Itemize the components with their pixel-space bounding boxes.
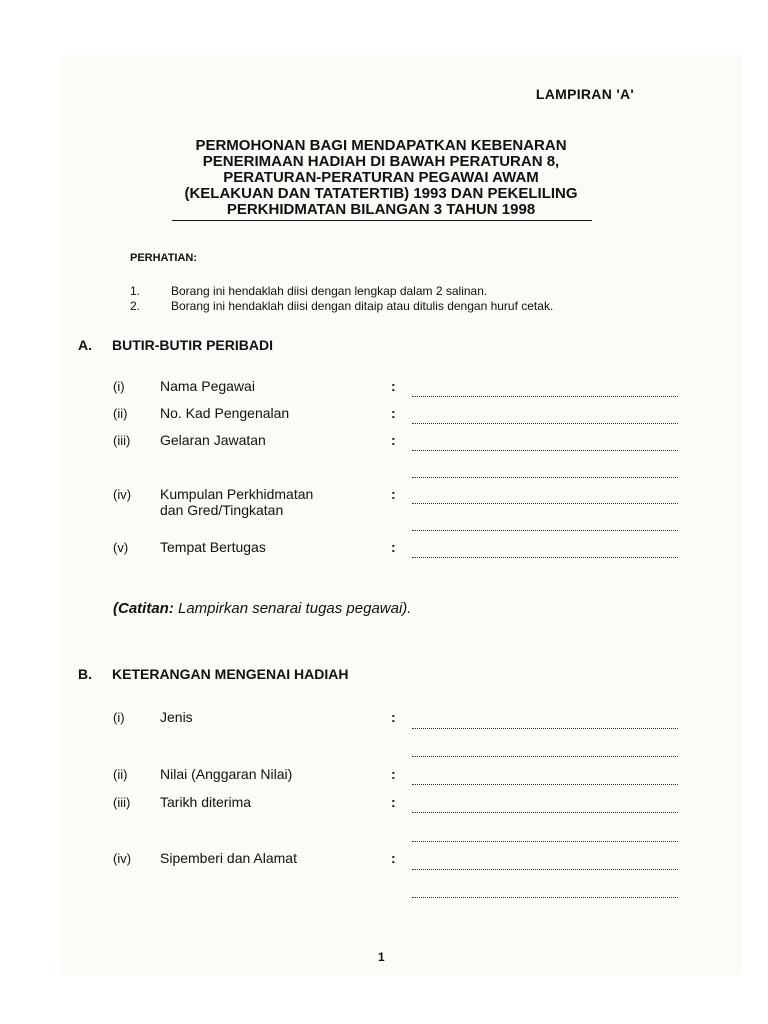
field-label-tarikh-diterima: Tarikh diterima	[160, 794, 252, 810]
field-label-kumpulan-perkhidmatan: Kumpulan Perkhidmatan	[160, 486, 314, 502]
field-number: (i)	[113, 710, 125, 725]
field-colon: :	[391, 850, 396, 866]
field-label-jenis: Jenis	[160, 709, 193, 725]
section-b-letter: B.	[78, 666, 92, 682]
form-title-line-2: PENERIMAAN HADIAH DI BAWAH PERATURAN 8,	[202, 153, 560, 170]
field-label-nilai: Nilai (Anggaran Nilai)	[160, 766, 293, 782]
field-number: (iii)	[113, 433, 131, 448]
title-underline	[172, 220, 592, 221]
tempat-bertugas-field[interactable]	[412, 557, 678, 558]
sipemberi-alamat-field-line-2[interactable]	[412, 897, 678, 898]
field-number: (iii)	[113, 795, 131, 810]
notice-item-text: Borang ini hendaklah diisi dengan ditaip atau ditulis dengan huruf cetak.	[171, 299, 554, 313]
section-a-letter: A.	[78, 337, 92, 353]
jenis-field-line-2[interactable]	[412, 756, 678, 757]
gelaran-jawatan-field-line-2[interactable]	[412, 477, 678, 478]
nilai-field[interactable]	[412, 784, 678, 785]
field-colon: :	[391, 378, 396, 394]
field-number: (ii)	[113, 767, 128, 782]
field-colon: :	[391, 766, 396, 782]
field-label-kad-pengenalan: No. Kad Pengenalan	[160, 405, 290, 421]
field-label-gred-tingkatan: dan Gred/Tingkatan	[160, 502, 284, 518]
field-colon: :	[391, 539, 396, 555]
field-label-tempat-bertugas: Tempat Bertugas	[160, 539, 266, 555]
jenis-field[interactable]	[412, 728, 678, 729]
tarikh-diterima-field-line-2[interactable]	[412, 841, 678, 842]
notice-item-number: 2.	[130, 299, 141, 313]
field-label-gelaran-jawatan: Gelaran Jawatan	[160, 432, 266, 448]
section-a-title: BUTIR-BUTIR PERIBADI	[112, 337, 273, 353]
field-colon: :	[391, 794, 396, 810]
field-colon: :	[391, 432, 396, 448]
field-colon: :	[391, 709, 396, 725]
form-title-line-4: (KELAKUAN DAN TATATERTIB) 1993 DAN PEKELILING	[184, 185, 578, 202]
catitan-note	[113, 600, 411, 617]
field-number: (iv)	[113, 851, 132, 866]
field-number: (ii)	[113, 406, 128, 421]
form-title-line-3: PERATURAN-PERATURAN PEGAWAI AWAM	[223, 169, 539, 186]
appendix-label: LAMPIRAN 'A'	[535, 86, 634, 102]
catitan-prefix: (Catitan:	[113, 600, 174, 617]
field-number: (i)	[113, 379, 125, 394]
gelaran-jawatan-field[interactable]	[412, 450, 678, 451]
field-label-sipemberi-alamat: Sipemberi dan Alamat	[160, 850, 297, 866]
notice-item-text: Borang ini hendaklah diisi dengan lengkap dalam 2 salinan.	[171, 284, 488, 298]
field-colon: :	[391, 486, 396, 502]
nama-pegawai-field[interactable]	[412, 396, 678, 397]
tarikh-diterima-field[interactable]	[412, 812, 678, 813]
field-number: (iv)	[113, 487, 132, 502]
kumpulan-perkhidmatan-field[interactable]	[412, 503, 678, 504]
kad-pengenalan-field[interactable]	[412, 423, 678, 424]
form-title-line-5: PERKHIDMATAN BILANGAN 3 TAHUN 1998	[226, 201, 536, 218]
field-label-nama-pegawai: Nama Pegawai	[160, 378, 255, 394]
catitan-text: Lampirkan senarai tugas pegawai).	[173, 600, 412, 617]
page-number: 1	[378, 950, 385, 964]
field-number: (v)	[113, 540, 129, 555]
field-colon: :	[391, 405, 396, 421]
kumpulan-perkhidmatan-field-line-2[interactable]	[412, 530, 678, 531]
sipemberi-alamat-field[interactable]	[412, 869, 678, 870]
notice-heading: PERHATIAN:	[130, 252, 198, 264]
form-title-line-1: PERMOHONAN BAGI MENDAPATKAN KEBENARAN	[195, 137, 567, 154]
notice-item-number: 1.	[130, 284, 141, 298]
section-b-title: KETERANGAN MENGENAI HADIAH	[112, 666, 349, 682]
